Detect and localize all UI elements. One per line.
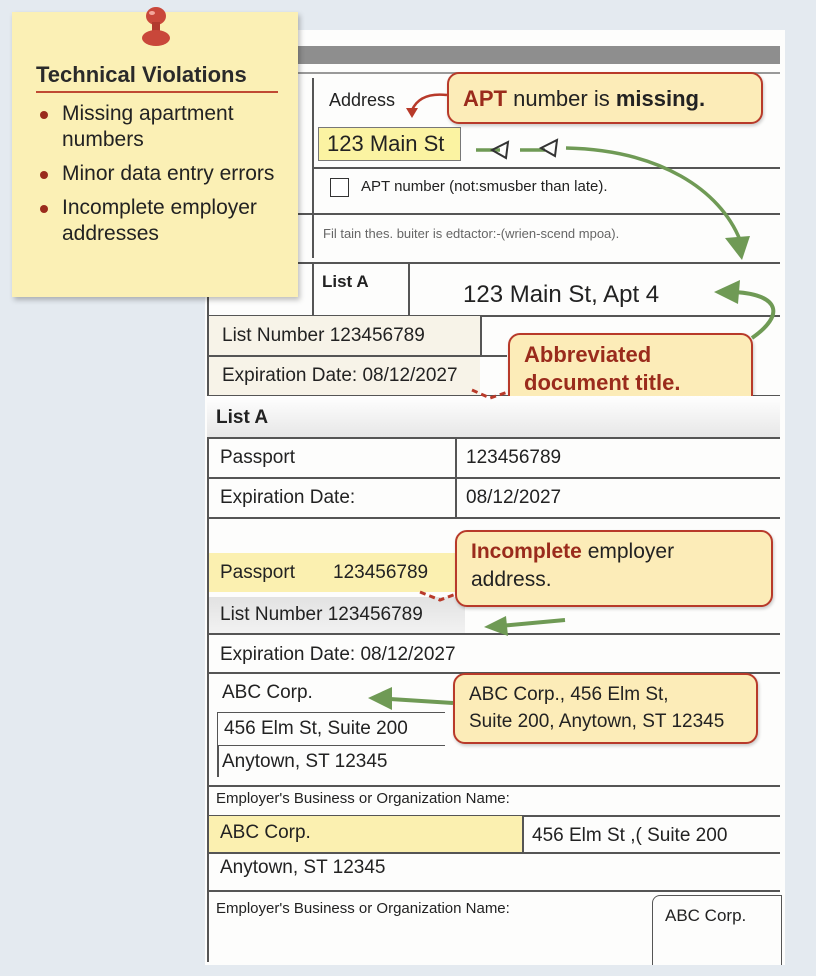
corrected-address: 123 Main St, Apt 4 [463, 281, 660, 308]
violation-item: Minor data entry errors [36, 161, 278, 187]
employer-company: ABC Corp. [220, 822, 311, 843]
list-a-heading: List A [216, 407, 269, 428]
list-a-label-top: List A [322, 272, 369, 291]
green-arrow-up [735, 292, 773, 338]
address-note: Fil tain thes. buiter is edtactor:-(wrien-scend mpoa). [323, 226, 620, 241]
callout-apt-missing: APT number is missing. [447, 72, 763, 124]
red-dashed-connector [420, 592, 456, 600]
callout-incomplete-address: Incomplete employer address. [455, 530, 773, 607]
green-arrow-down [476, 148, 740, 240]
pushpin-icon [138, 4, 174, 52]
expiration-2: Expiration Date: 08/12/2027 [220, 644, 456, 665]
green-arrowhead-icon [725, 236, 750, 260]
expiration-value: 08/12/2027 [466, 487, 562, 508]
street-2: 456 Elm St, Suite 200 [224, 718, 408, 739]
violation-item: Missing apartment numbers [36, 101, 278, 153]
sticky-note-title: Technical Violations [36, 62, 278, 93]
passport-value: 123456789 [466, 447, 562, 468]
callout-abbreviated-title: Abbreviated document title. [508, 333, 753, 409]
employer-label: Employer's Business or Organization Name: [216, 790, 510, 807]
callout-full-address: ABC Corp., 456 Elm St, Suite 200, Anytown, ST 12345 [453, 673, 758, 744]
green-arrowhead-icon [714, 280, 740, 304]
triangle-marker-icon [541, 140, 557, 156]
address-label: Address [329, 90, 396, 110]
red-arrowhead-icon [406, 108, 418, 118]
sticky-note [12, 12, 298, 297]
list-number-top: List Number 123456789 [222, 325, 425, 346]
expiration-label: Expiration Date: [220, 487, 356, 508]
employer-city: Anytown, ST 12345 [220, 857, 386, 878]
company-2: ABC Corp. [222, 682, 313, 703]
green-arrowhead-icon [484, 616, 508, 636]
employer-street: 456 Elm St ,( Suite 200 [532, 825, 728, 846]
apt-checkbox-label: APT number (not:smusber than late). [361, 178, 608, 195]
green-arrow-left [390, 699, 453, 703]
employer-company-2: ABC Corp. [665, 906, 747, 925]
violation-item: Incomplete employer addresses [36, 195, 278, 247]
green-arrow-left [500, 620, 565, 626]
passport-label: Passport [220, 447, 295, 468]
employer-label-2: Employer's Business or Organization Name: [216, 900, 510, 917]
list-number-2: List Number 123456789 [220, 604, 423, 625]
passport-label-2: Passport [220, 562, 295, 583]
expiration-top: Expiration Date: 08/12/2027 [222, 365, 458, 386]
city-2: Anytown, ST 12345 [222, 751, 388, 772]
red-arrow-address [412, 95, 447, 110]
address-value: 123 Main St [327, 131, 445, 156]
green-arrowhead-icon [368, 687, 392, 710]
passport-number-2: 123456789 [333, 562, 429, 583]
red-dashed-connector [472, 390, 508, 398]
